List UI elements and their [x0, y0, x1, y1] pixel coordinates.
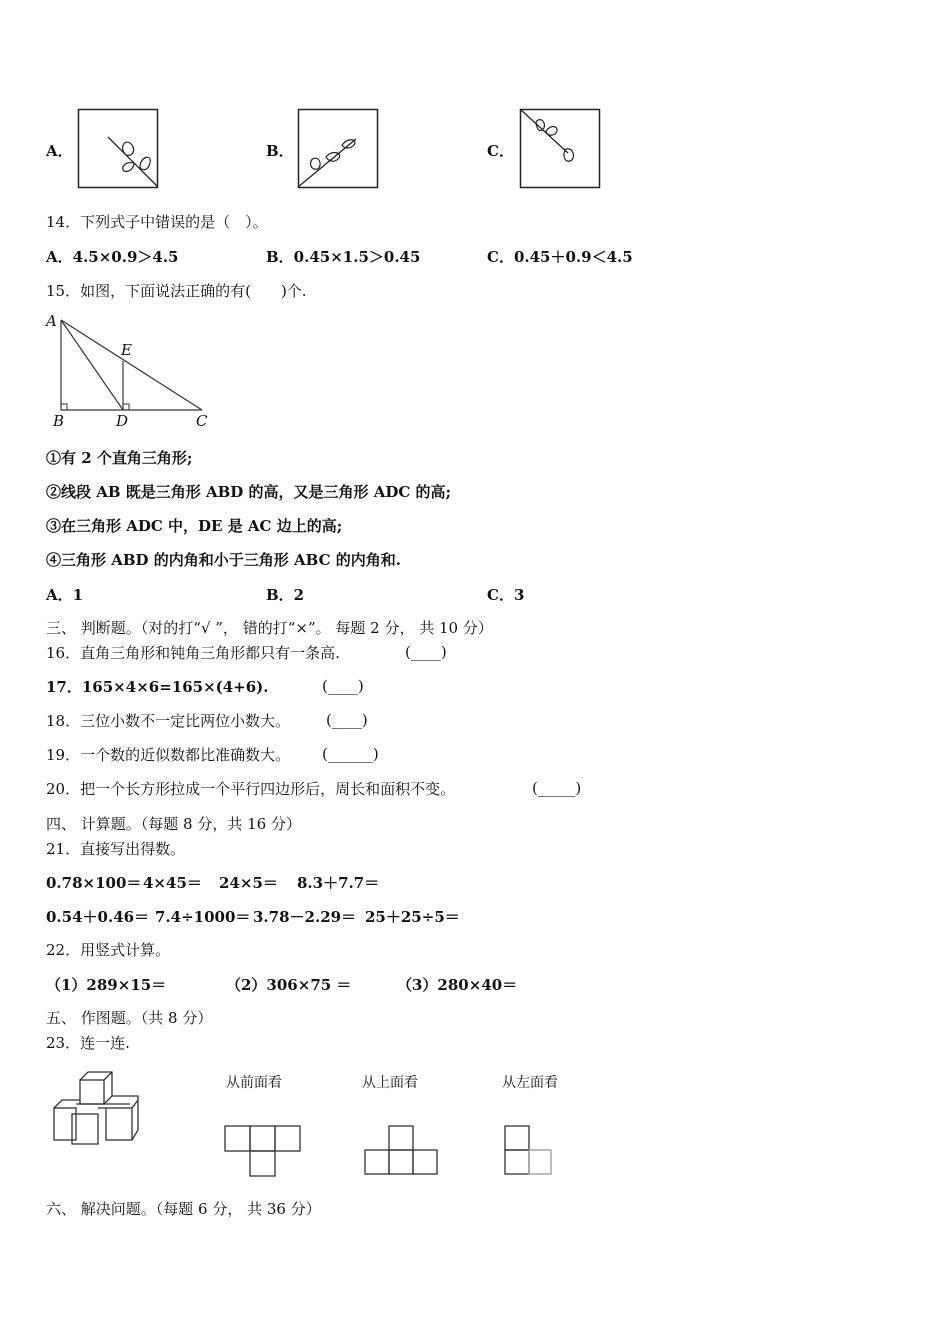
q15-option-b: B．2 — [266, 586, 305, 604]
section5-heading: 五、 作图题。（共 8 分） — [46, 1009, 213, 1027]
q23-view-left-label: 从左面看 — [502, 1075, 558, 1091]
q15-statement-4: ④三角形 ABD 的内角和小于三角形 ABC 的内角和. — [46, 551, 401, 569]
q15-question: 15．如图，下面说法正确的有( )个. — [46, 282, 307, 300]
q23-left-view-shape — [502, 1124, 557, 1179]
q21-r1-c1: 0.78×100＝ — [46, 874, 142, 892]
q22-item-1: （1）289×15＝ — [46, 976, 167, 994]
q21-r1-c3: 24×5＝ — [219, 874, 278, 892]
q21-r2-c4: 25＋25÷5＝ — [365, 908, 460, 926]
q15-label-a: A — [46, 312, 57, 330]
section3-heading: 三、 判断题。（对的打“√ ”， 错的打“×”。 每题 2 分， 共 10 分） — [46, 619, 493, 637]
q13-option-c-label: C． — [487, 142, 514, 160]
q18-blank[interactable]: (____) — [326, 711, 368, 729]
q15-statement-1: ①有 2 个直角三角形; — [46, 449, 193, 467]
section6-heading: 六、 解决问题。（每题 6 分， 共 36 分） — [46, 1200, 321, 1218]
q15-label-c: C — [196, 412, 208, 430]
q21-r1-c2: 4×45＝ — [143, 874, 202, 892]
q21-r2-c3: 3.78－2.29＝ — [253, 908, 357, 926]
q15-statement-3: ③在三角形 ADC 中，DE 是 AC 边上的高; — [46, 517, 343, 535]
q13-option-c-figure — [520, 109, 600, 189]
q19-blank[interactable]: (______) — [322, 745, 379, 763]
q13-option-b-label: B． — [266, 142, 294, 160]
q22-item-2: （2）306×75 ＝ — [226, 976, 352, 994]
q13-option-a-figure — [78, 109, 158, 189]
q14-question: 14．下列式子中错误的是（ ）。 — [46, 213, 268, 231]
q23-top-view-shape — [362, 1124, 442, 1179]
q21-r2-c2: 7.4÷1000＝ — [155, 908, 251, 926]
q15-triangle-figure — [44, 310, 214, 430]
q18-text: 18．三位小数不一定比两位小数大。 — [46, 712, 291, 730]
q23-title: 23．连一连. — [46, 1034, 130, 1052]
q20-text: 20．把一个长方形拉成一个平行四边形后，周长和面积不变。 — [46, 780, 456, 798]
q15-option-c: C．3 — [487, 586, 525, 604]
q14-option-c: C．0.45＋0.9＜4.5 — [487, 248, 633, 266]
q16-blank[interactable]: (____) — [405, 643, 447, 661]
q22-item-3: （3）280×40＝ — [397, 976, 518, 994]
q23-view-top-label: 从上面看 — [362, 1075, 418, 1091]
q15-label-e: E — [121, 341, 132, 359]
q17-text: 17．165×4×6=165×(4+6). — [46, 678, 269, 696]
q22-title: 22．用竖式计算。 — [46, 941, 171, 959]
q13-option-b-figure — [298, 109, 378, 189]
q23-view-front-label: 从前面看 — [226, 1075, 282, 1091]
q23-front-view-shape — [223, 1124, 303, 1179]
q21-r2-c1: 0.54＋0.46＝ — [46, 908, 150, 926]
q19-text: 19．一个数的近似数都比准确数大。 — [46, 746, 291, 764]
q13-option-a-label: A． — [46, 142, 73, 160]
q15-statement-2: ②线段 AB 既是三角形 ABD 的高，又是三角形 ADC 的高; — [46, 483, 452, 501]
q15-option-a: A．1 — [46, 586, 84, 604]
q17-blank[interactable]: (____) — [322, 677, 364, 695]
q16-text: 16．直角三角形和钝角三角形都只有一条高. — [46, 644, 340, 662]
q23-cube-solid — [50, 1068, 165, 1148]
q21-r1-c4: 8.3＋7.7＝ — [297, 874, 380, 892]
q14-option-b: B．0.45×1.5＞0.45 — [266, 248, 421, 266]
section4-heading: 四、 计算题。（每题 8 分，共 16 分） — [46, 815, 301, 833]
q14-option-a: A．4.5×0.9＞4.5 — [46, 248, 179, 266]
q21-title: 21．直接写出得数。 — [46, 840, 186, 858]
q15-label-d: D — [116, 412, 129, 430]
q20-blank[interactable]: (_____) — [532, 779, 582, 797]
q15-label-b: B — [53, 412, 65, 430]
